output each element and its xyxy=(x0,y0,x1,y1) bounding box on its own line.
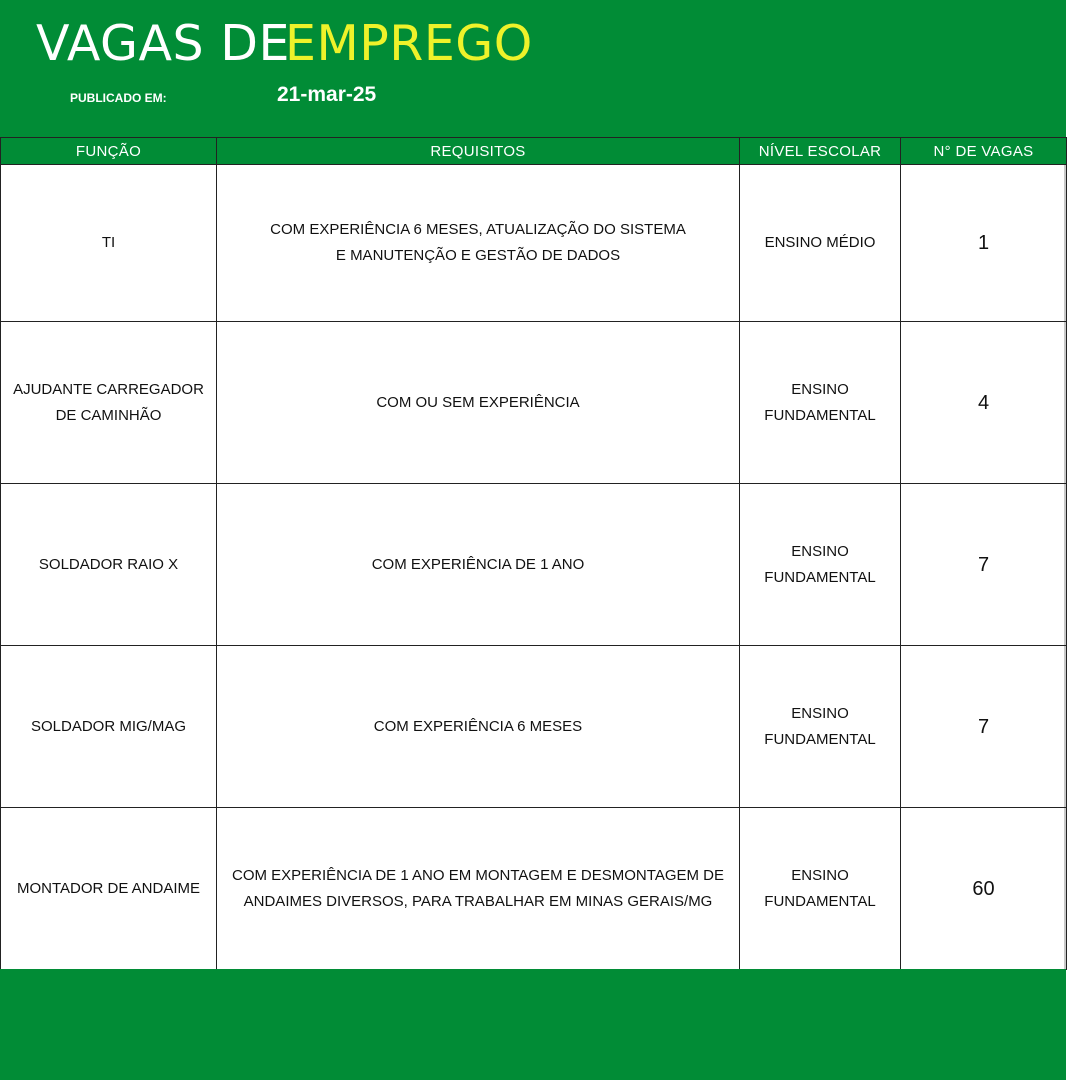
header-banner xyxy=(0,0,1066,137)
cell-funcao: MONTADOR DE ANDAIME xyxy=(1,808,217,970)
table-row xyxy=(1,808,1067,970)
cell-nivel: ENSINO FUNDAMENTAL xyxy=(740,322,901,484)
published-date: 21-mar-25 xyxy=(277,83,377,106)
table-row xyxy=(1,484,1067,646)
cell-nivel: ENSINO FUNDAMENTAL xyxy=(740,484,901,646)
jobs-table xyxy=(0,137,1067,970)
cell-requisitos: COM EXPERIÊNCIA 6 MESES, ATUALIZAÇÃO DO SISTEMA E MANUTENÇÃO E GESTÃO DE DADOS xyxy=(217,165,740,322)
title-vagas-de: VAGAS DE xyxy=(36,15,290,72)
cell-requisitos: COM EXPERIÊNCIA DE 1 ANO xyxy=(217,484,740,646)
table-row xyxy=(1,165,1067,322)
cell-nivel: ENSINO FUNDAMENTAL xyxy=(740,646,901,808)
cell-funcao: TI xyxy=(1,165,217,322)
cell-vagas: 1 xyxy=(901,165,1067,322)
cell-nivel: ENSINO FUNDAMENTAL xyxy=(740,808,901,970)
cell-funcao: SOLDADOR MIG/MAG xyxy=(1,646,217,808)
cell-vagas: 7 xyxy=(901,646,1067,808)
table-header-row xyxy=(1,138,1067,165)
cell-requisitos: COM EXPERIÊNCIA 6 MESES xyxy=(217,646,740,808)
cell-requisitos: COM EXPERIÊNCIA DE 1 ANO EM MONTAGEM E DESMONTAGEM DE ANDAIMES DIVERSOS, PARA TRABALHAR EM MINAS GERAIS/MG xyxy=(217,808,740,970)
cell-nivel: ENSINO MÉDIO xyxy=(740,165,901,322)
column-header-vagas: N° DE VAGAS xyxy=(901,138,1067,165)
cell-vagas: 60 xyxy=(901,808,1067,970)
cell-funcao: AJUDANTE CARREGADOR DE CAMINHÃO xyxy=(1,322,217,484)
table-row xyxy=(1,646,1067,808)
footer-banner xyxy=(0,969,1066,1080)
title-emprego: EMPREGO xyxy=(285,15,533,72)
table-row xyxy=(1,322,1067,484)
cell-requisitos: COM OU SEM EXPERIÊNCIA xyxy=(217,322,740,484)
column-header-nivel-escolar: NÍVEL ESCOLAR xyxy=(740,138,901,165)
cell-vagas: 7 xyxy=(901,484,1067,646)
cell-funcao: SOLDADOR RAIO X xyxy=(1,484,217,646)
column-header-requisitos: REQUISITOS xyxy=(217,138,740,165)
column-header-funcao: FUNÇÃO xyxy=(1,138,217,165)
cell-vagas: 4 xyxy=(901,322,1067,484)
published-label: PUBLICADO EM: xyxy=(70,91,167,105)
